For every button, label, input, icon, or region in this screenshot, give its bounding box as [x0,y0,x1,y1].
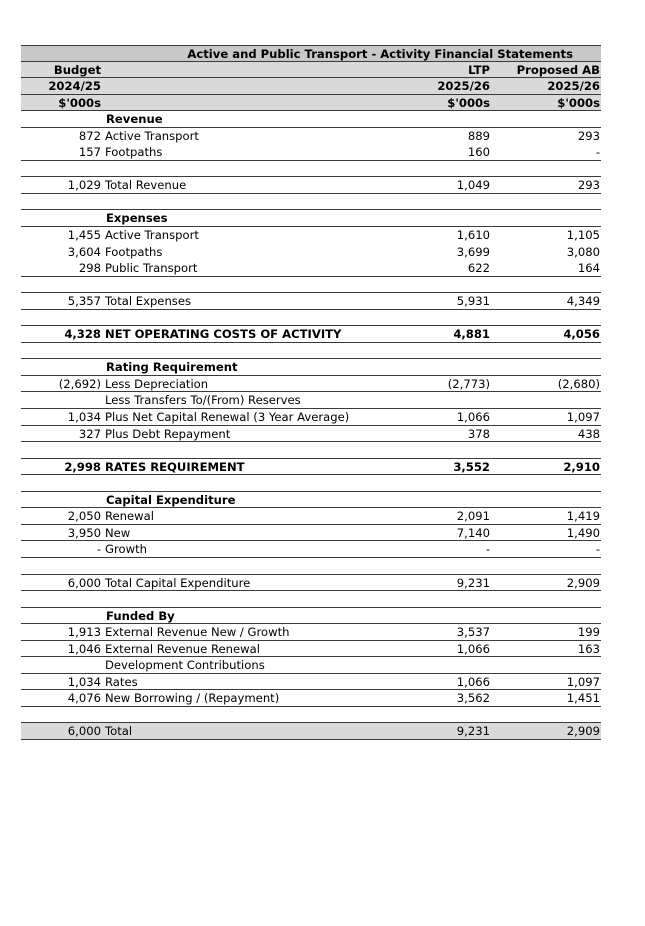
table-row [21,541,601,558]
spacer-row [21,558,601,575]
cell-ltp: 4,881 [453,327,490,342]
cell-label: Total [105,724,133,739]
spacer-row [21,161,601,178]
table-row [21,144,601,161]
cell-ltp: 3,537 [456,625,490,640]
col-header-ltp-year: 2025/26 [437,79,490,94]
cell-label: Active Transport [105,228,199,243]
section-heading-label: Expenses [106,211,168,226]
table-title-row [21,45,601,62]
cell-ab: 1,451 [566,691,600,706]
cell-budget: 1,913 [67,625,101,640]
cell-label: Public Transport [105,261,198,276]
cell-ltp: 622 [467,261,490,276]
cell-budget: 6,000 [67,724,101,739]
cell-label: RATES REQUIREMENT [105,459,245,474]
cell-label: Footpaths [105,244,163,259]
cell-ab: 2,909 [566,724,600,739]
cell-label: Development Contributions [105,658,265,673]
cell-ab: 1,419 [566,509,600,524]
cell-ab: 2,909 [566,575,600,590]
cell-ab: 438 [577,426,600,441]
table-row [21,641,601,658]
table-row [21,128,601,145]
col-header-ab-year: 2025/26 [547,79,600,94]
cell-label: Active Transport [105,128,199,143]
section-heading-rating [21,359,601,376]
cell-ltp: - [485,542,490,557]
cell-budget: 3,604 [67,244,101,259]
cell-budget: 327 [78,426,101,441]
cell-ab: 2,910 [563,459,600,474]
spacer-row [21,707,601,724]
col-header-ab-units: $'000s [557,95,600,110]
col-header-budget-year: 2024/25 [48,79,101,94]
cell-ltp: 1,049 [456,178,490,193]
total-row-expenses [21,293,601,310]
cell-ltp: 3,562 [456,691,490,706]
header-row-label [21,62,601,79]
col-header-budget-units: $'000s [58,95,101,110]
cell-label: Less Depreciation [105,376,209,391]
table-row [21,624,601,641]
cell-label: Rates [105,674,138,689]
cell-ab: 1,490 [566,525,600,540]
cell-ltp: 1,066 [456,641,490,656]
cell-ab: 199 [577,625,600,640]
cell-budget: 4,076 [67,691,101,706]
cell-budget: 1,034 [67,674,101,689]
cell-budget: 6,000 [67,575,101,590]
cell-label: New [105,525,131,540]
cell-label: Total Expenses [105,294,192,309]
spacer-row [21,591,601,608]
cell-label: New Borrowing / (Repayment) [105,691,280,706]
total-row-capex [21,575,601,592]
cell-ab: 4,349 [566,294,600,309]
cell-budget: 872 [78,128,101,143]
section-heading-expenses [21,210,601,227]
cell-budget: 157 [78,145,101,160]
section-heading-funded-by [21,608,601,625]
cell-budget: - [96,542,101,557]
cell-ab: 293 [577,178,600,193]
cell-label: Less Transfers To/(From) Reserves [105,393,301,408]
cell-label: Renewal [105,509,154,524]
cell-ab: 1,105 [566,228,600,243]
section-heading-label: Revenue [106,112,163,127]
spacer-row [21,442,601,459]
cell-ab: 3,080 [566,244,600,259]
table-row [21,674,601,691]
table-row [21,260,601,277]
cell-label: External Revenue Renewal [105,641,260,656]
total-row-revenue [21,177,601,194]
spacer-row [21,343,601,360]
cell-ab: 164 [577,261,600,276]
cell-ltp: 2,091 [456,509,490,524]
cell-budget: 2,998 [64,459,101,474]
net-operating-costs-row [21,326,601,343]
table-title: Active and Public Transport - Activity Financial Statements [187,47,573,61]
cell-budget: 5,357 [67,294,101,309]
spacer-row [21,277,601,294]
cell-ab: 163 [577,641,600,656]
header-row-year [21,78,601,95]
cell-ab: 4,056 [563,327,600,342]
table-row [21,409,601,426]
total-row-funded-by [21,723,601,740]
cell-budget: 2,050 [67,509,101,524]
table-row [21,227,601,244]
col-header-budget: Budget [53,62,101,77]
cell-ab: 1,097 [566,674,600,689]
cell-ltp: 160 [467,145,490,160]
cell-budget: 298 [78,261,101,276]
section-heading-label: Funded By [106,608,175,623]
cell-label: Total Revenue [105,178,187,193]
financial-statement-table [21,45,601,740]
table-row [21,392,601,409]
cell-ltp: 3,552 [453,459,490,474]
spacer-row [21,310,601,327]
spacer-row [21,475,601,492]
table-row [21,508,601,525]
rates-requirement-row [21,459,601,476]
col-header-ltp: LTP [468,62,490,77]
cell-ltp: 378 [467,426,490,441]
cell-ltp: 9,231 [456,575,490,590]
cell-label: Total Capital Expenditure [105,575,251,590]
cell-ltp: 1,066 [456,674,490,689]
cell-label: NET OPERATING COSTS OF ACTIVITY [105,327,342,342]
cell-label: Plus Net Capital Renewal (3 Year Average) [105,410,350,425]
table-row [21,376,601,393]
col-header-ab: Proposed AB [516,62,600,77]
cell-label: Plus Debt Repayment [105,426,231,441]
table-row [21,426,601,443]
table-row [21,244,601,261]
cell-ltp: 5,931 [456,294,490,309]
cell-ab: - [595,542,600,557]
header-row-units [21,95,601,112]
cell-ltp: 3,699 [456,244,490,259]
cell-budget: 1,034 [67,410,101,425]
cell-ltp: (2,773) [447,376,490,391]
cell-budget: 1,029 [67,178,101,193]
section-heading-revenue [21,111,601,128]
cell-label: External Revenue New / Growth [105,625,290,640]
cell-ltp: 889 [467,128,490,143]
cell-budget: 4,328 [64,327,101,342]
section-heading-label: Rating Requirement [106,360,238,375]
section-heading-label: Capital Expenditure [106,492,236,507]
cell-ab: 293 [577,128,600,143]
table-row [21,690,601,707]
cell-ab: 1,097 [566,410,600,425]
section-heading-capex [21,492,601,509]
spacer-row [21,194,601,211]
cell-label: Footpaths [105,145,163,160]
cell-ltp: 7,140 [456,525,490,540]
cell-ltp: 1,610 [456,228,490,243]
cell-budget: 3,950 [67,525,101,540]
cell-budget: (2,692) [58,376,101,391]
cell-budget: 1,455 [67,228,101,243]
cell-ab: - [595,145,600,160]
table-row [21,525,601,542]
cell-ltp: 9,231 [456,724,490,739]
table-row [21,657,601,674]
cell-budget: 1,046 [67,641,101,656]
col-header-ltp-units: $'000s [447,95,490,110]
cell-ab: (2,680) [557,376,600,391]
cell-label: Growth [105,542,147,557]
cell-ltp: 1,066 [456,410,490,425]
